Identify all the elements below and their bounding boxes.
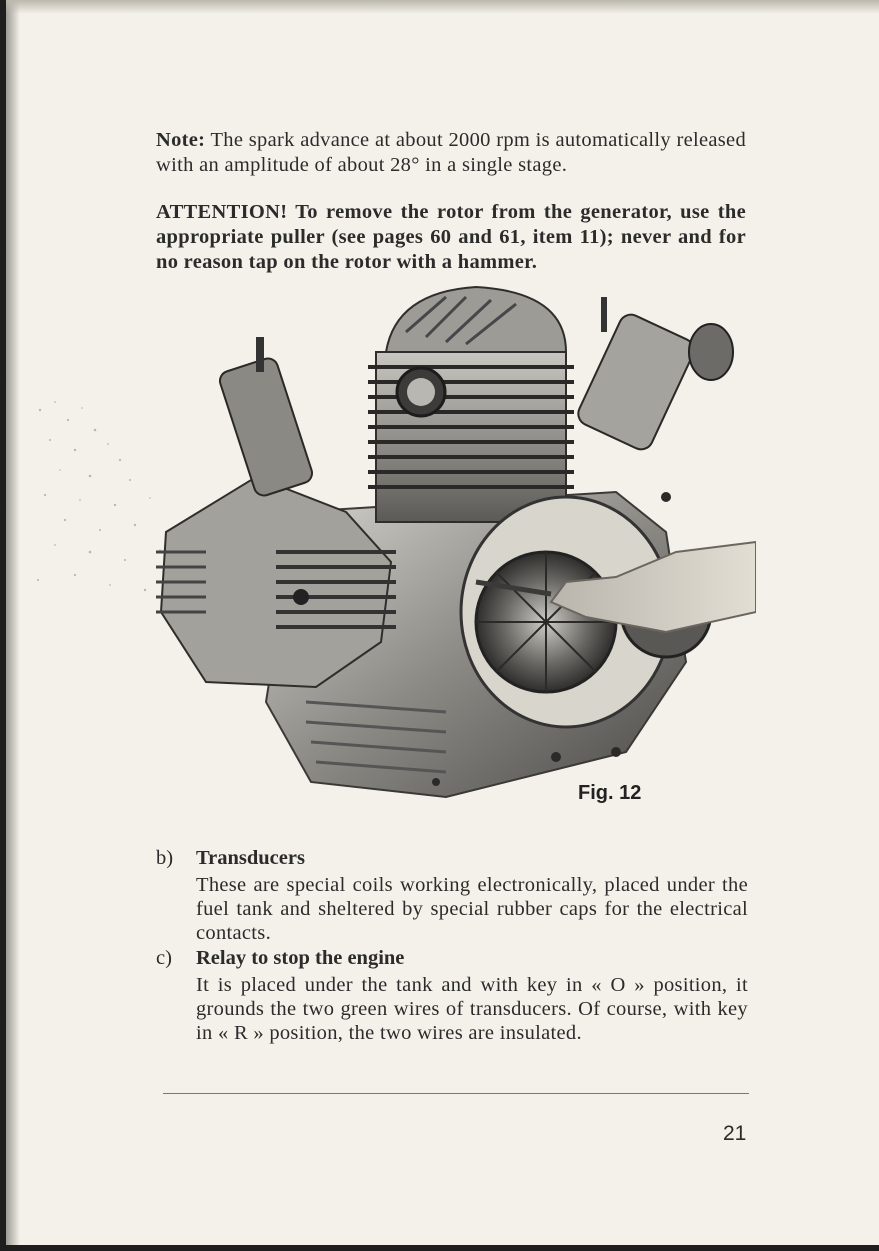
figure-caption: Fig. 12 (578, 782, 642, 804)
page-top-edge (6, 0, 879, 14)
note-paragraph (156, 128, 746, 178)
page-number: 21 (723, 1122, 747, 1145)
engine-photo (146, 282, 756, 817)
section-b-heading (156, 846, 305, 871)
page-binding-shadow (6, 0, 20, 1245)
section-b-marker: b) (156, 847, 174, 869)
section-c-body: It is placed under the tank and with key in « O » position, it grounds the two green wires of transducers. Of course, with key in « R » position, the two wires are insulated. (196, 974, 748, 1044)
section-c-heading (156, 946, 404, 971)
manual-page (6, 0, 879, 1245)
section-b-title: Transducers (196, 847, 305, 869)
note-text: The spark advance at about 2000 rpm is automatically released with an amplitude of about 28° in a single stage. (156, 129, 747, 176)
section-c-marker: c) (156, 947, 172, 969)
section-c-title: Relay to stop the engine (196, 947, 405, 969)
note-label: Note: (156, 129, 206, 151)
attention-paragraph: ATTENTION! To remove the rotor from the generator, use the appropriate puller (see pages 60 and 61, item 11); never and for no reason tap on the rotor with a hammer. (156, 201, 746, 273)
footer-rule (163, 1093, 749, 1094)
section-b-body: These are special coils working electronically, placed under the fuel tank and sheltered by special rubber caps for the electrical contacts. (196, 874, 748, 944)
